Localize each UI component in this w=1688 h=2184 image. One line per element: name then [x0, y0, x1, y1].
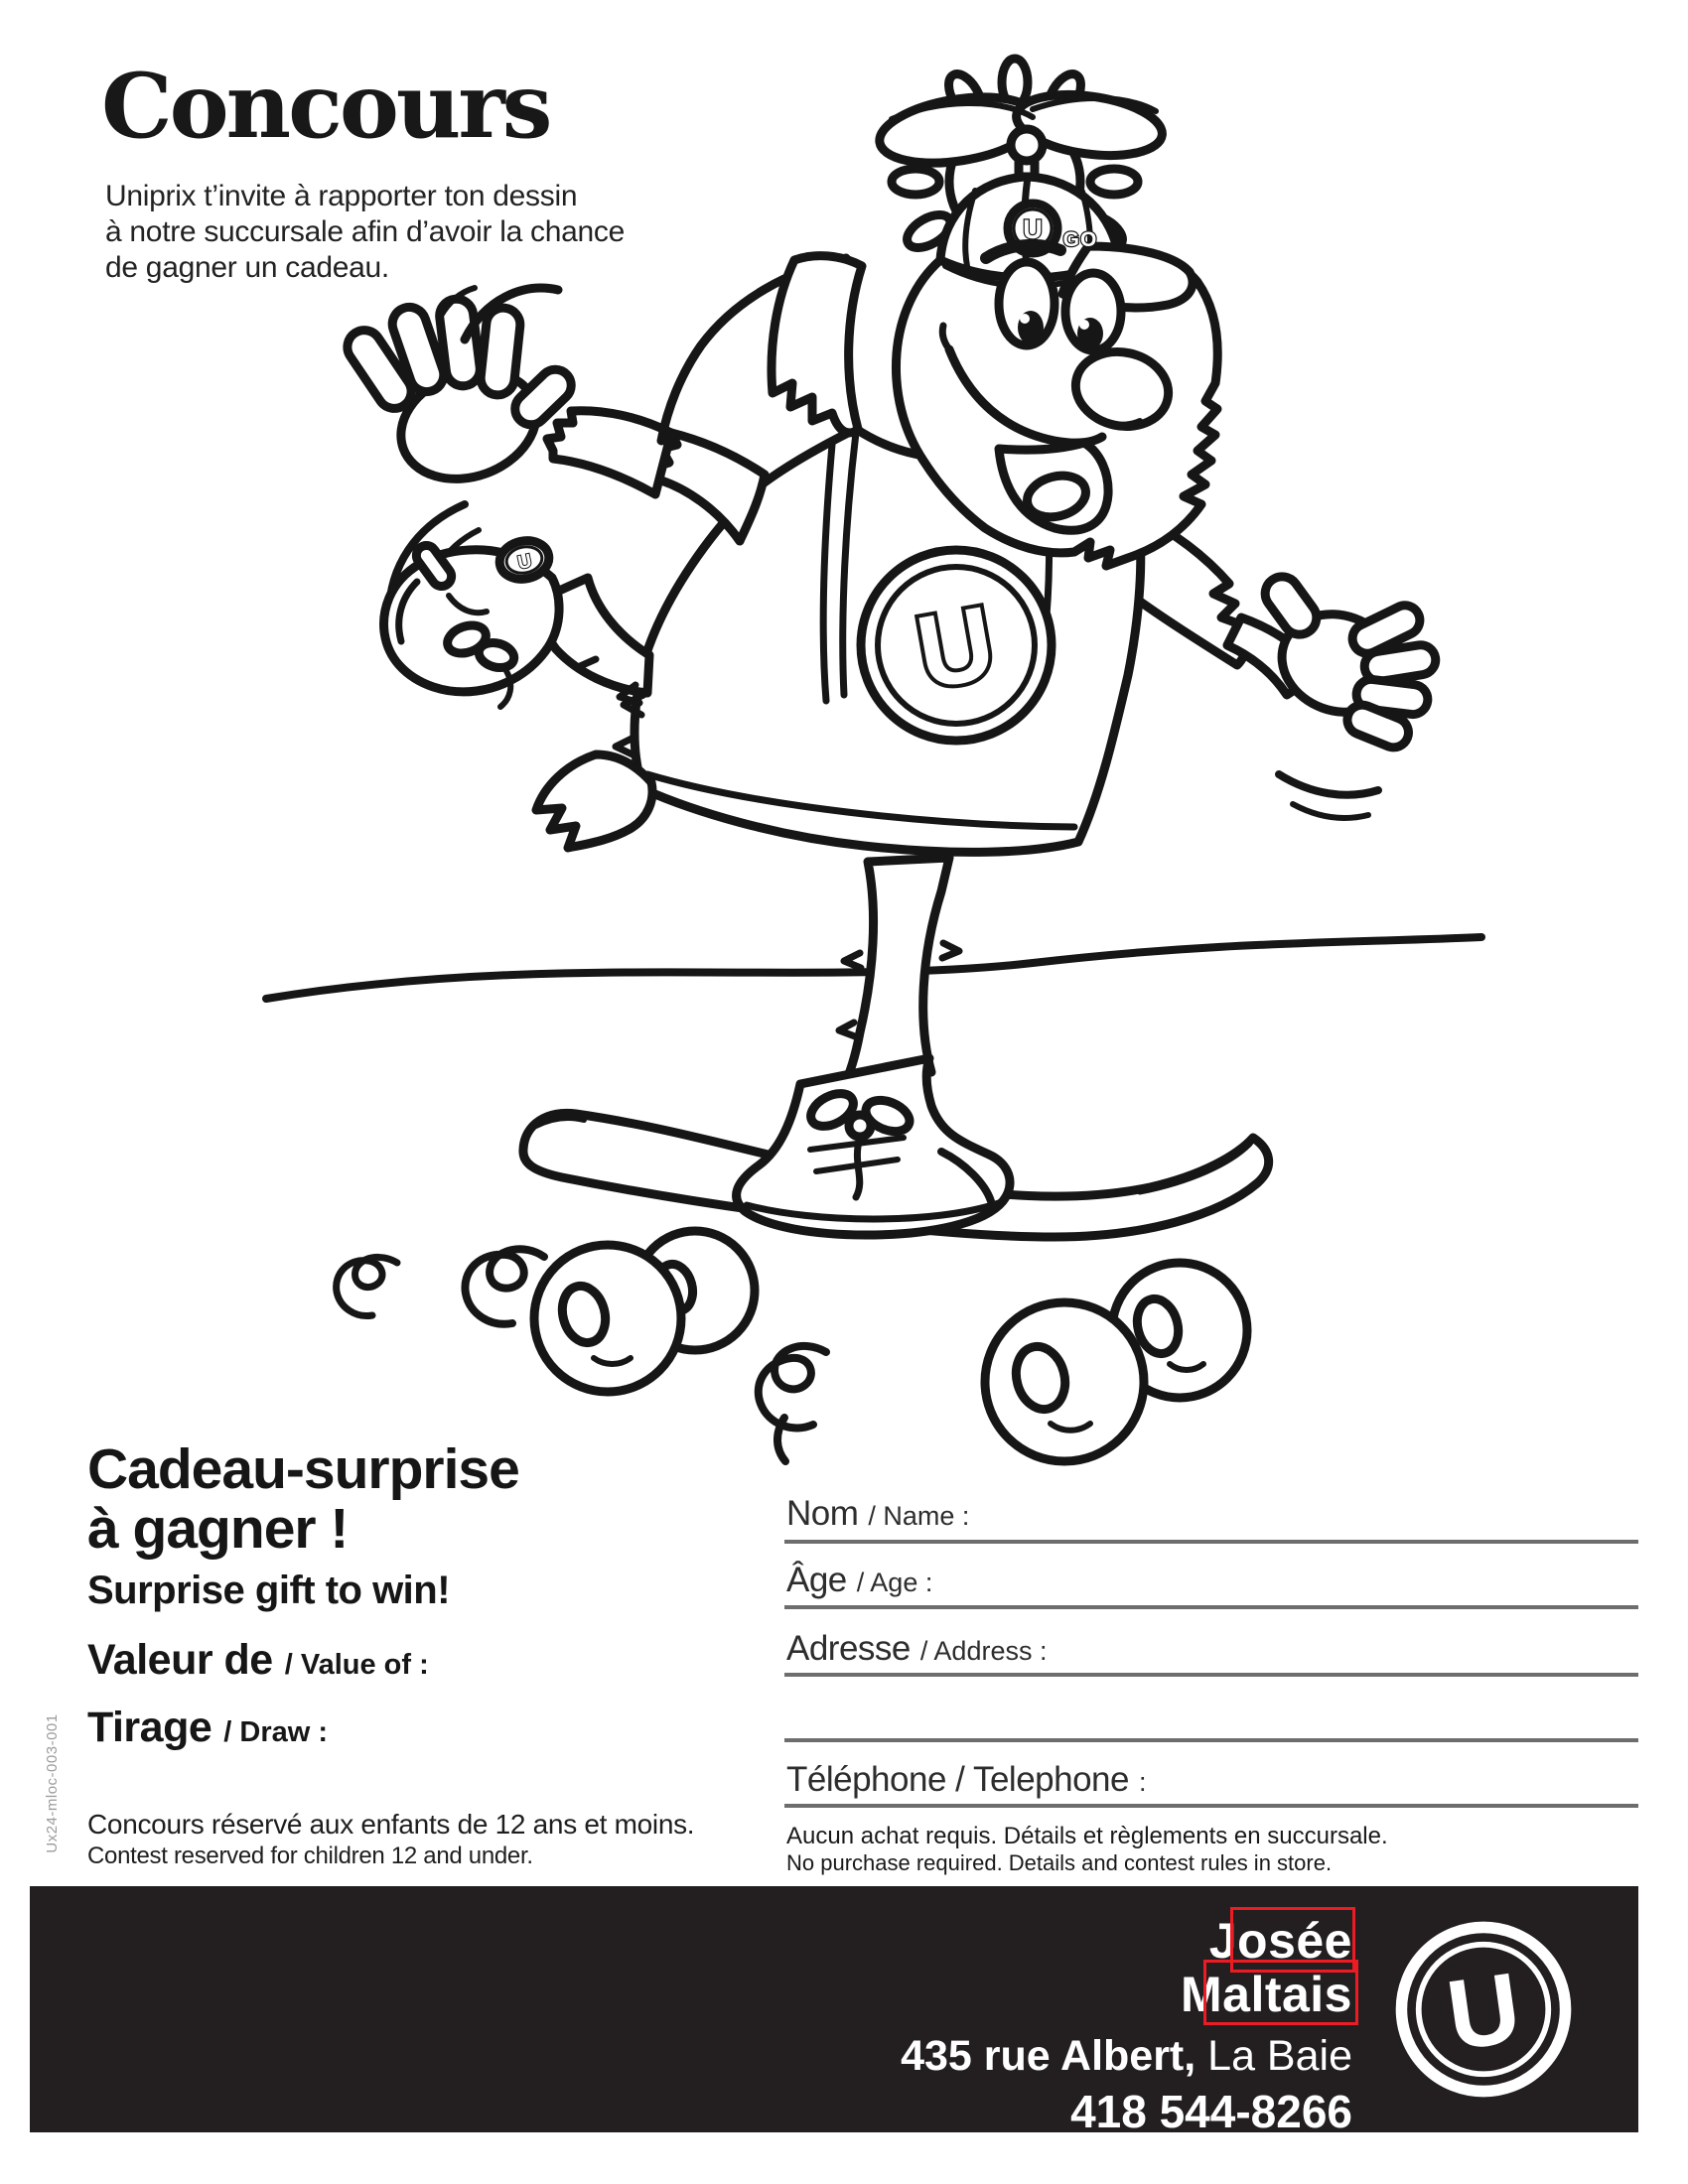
legal-text-en: No purchase required. Details and contest rules in store. [786, 1850, 1333, 1875]
store-owner-last-name: Maltais [1180, 1967, 1352, 2022]
prize-heading-fr-1: Cadeau-surprise [87, 1437, 519, 1501]
footer-logo-letter: U [1440, 1952, 1527, 2072]
form-line-adresse-2 [784, 1738, 1638, 1742]
prize-heading-fr-2: à gagner ! [87, 1497, 349, 1561]
form-line-age [784, 1605, 1638, 1609]
value-label-en: / Value of : [284, 1649, 429, 1681]
legal-text-fr: Aucun achat requis. Détails et règlements en succursale. [786, 1823, 1388, 1849]
draw-label-fr: Tirage [87, 1704, 212, 1751]
store-city: La Baie [1196, 2032, 1352, 2080]
field-label-nom [786, 1494, 969, 1534]
value-label-fr: Valeur de [87, 1636, 273, 1684]
chest-emblem-letter: U [909, 585, 1003, 712]
field-label-age [786, 1561, 932, 1600]
uniprix-chest-emblem [861, 550, 1052, 741]
value-row [87, 1636, 429, 1685]
prize-heading-en: Surprise gift to win! [87, 1569, 451, 1612]
eligibility-note-fr: Concours réservé aux enfants de 12 ans et moins. [87, 1809, 695, 1840]
page-title: Concours [101, 54, 550, 159]
draw-row [87, 1704, 328, 1752]
skateboard-rear-wheels [985, 1263, 1247, 1461]
mascot-coloring-drawing [149, 45, 1539, 1474]
eligibility-note-en: Contest reserved for children 12 and under. [87, 1843, 533, 1869]
draw-label-en: / Draw : [223, 1716, 329, 1748]
store-street: 435 rue Albert, [901, 2032, 1196, 2080]
form-line-nom [784, 1540, 1638, 1544]
mascot-left-arm [341, 288, 765, 541]
field-nom-en: / Name : [868, 1501, 970, 1531]
mascot-sneaker [737, 1058, 1010, 1235]
field-adresse-en: / Address : [919, 1636, 1048, 1666]
intro-line-1: Uniprix t’invite à rapporter ton dessin [105, 180, 578, 212]
cap-emblem-letter: U [1023, 214, 1043, 244]
field-label-telephone [786, 1760, 1147, 1800]
skateboard-front-wheels [534, 1231, 755, 1392]
skate-emblem-letter: U [515, 550, 534, 575]
uniprix-logo-icon [1388, 1914, 1579, 2105]
field-nom-fr: Nom [786, 1494, 859, 1533]
cap-emblem-go: GO [1062, 228, 1098, 251]
mascot-right-arm [1132, 512, 1438, 818]
propeller-icon [875, 86, 1166, 177]
field-adresse-fr: Adresse [786, 1629, 911, 1668]
field-label-adresse [786, 1629, 1047, 1669]
store-phone: 418 544-8266 [1070, 2086, 1352, 2137]
store-address [901, 2029, 1352, 2083]
footer-bar [30, 1886, 1638, 2137]
field-telephone-frEn: Téléphone / Telephone [786, 1760, 1129, 1799]
mascot-roller-skate [384, 504, 560, 707]
form-line-telephone [784, 1804, 1638, 1808]
intro-line-3: de gagner un cadeau. [105, 251, 389, 284]
field-age-fr: Âge [786, 1561, 847, 1599]
print-code: Ux24-mloc-003-001 [44, 1713, 61, 1853]
field-age-en: / Age : [856, 1568, 933, 1597]
field-telephone-colon: : [1139, 1767, 1147, 1797]
annotation-box-maltais [1203, 1960, 1358, 2025]
mascot-neck-fur [772, 256, 862, 433]
intro-line-2: à notre succursale afin d’avoir la chance [105, 215, 625, 248]
form-line-adresse [784, 1673, 1638, 1677]
store-owner-first-name: Josée [1208, 1913, 1352, 1969]
